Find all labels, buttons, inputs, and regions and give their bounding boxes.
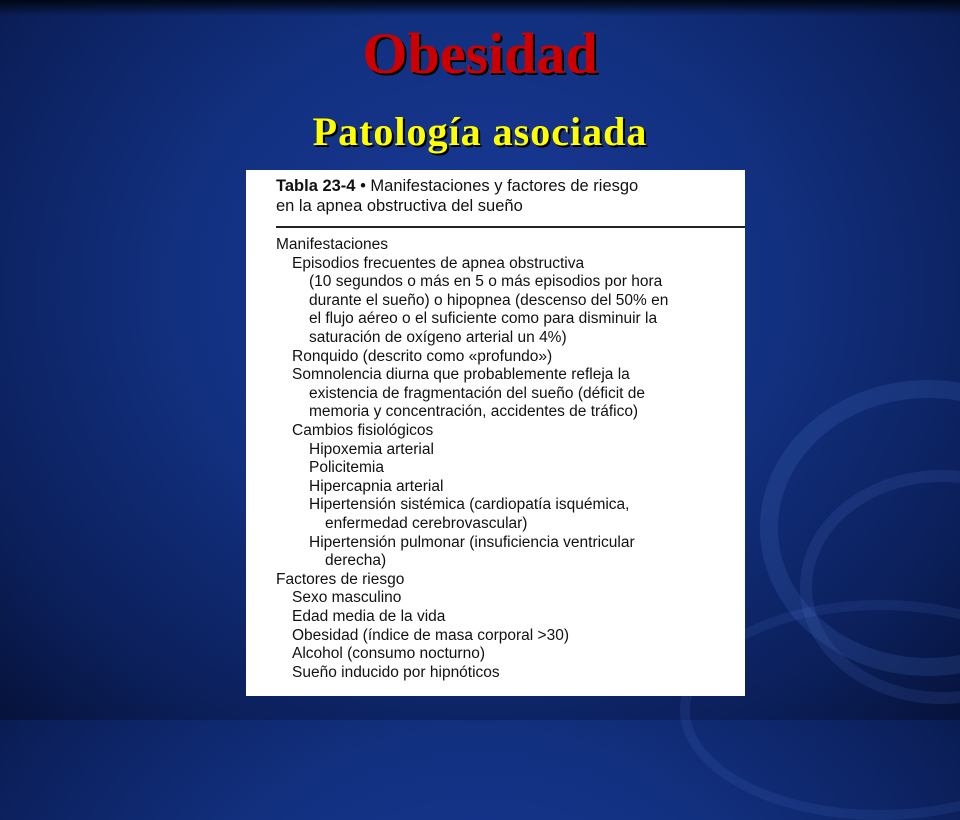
table-line: Edad media de la vida: [292, 608, 446, 625]
table-line: existencia de fragmentación del sueño (déficit de: [309, 384, 646, 402]
slide-top-band: [0, 0, 960, 16]
table-line: derecha): [325, 552, 387, 570]
table-line: Ronquido (descrito como «profundo»): [292, 347, 553, 365]
table-line: el flujo aéreo o el suficiente como para disminuir la: [309, 310, 658, 328]
table-line: Obesidad (índice de masa corporal >30): [292, 626, 570, 644]
table-line: Episodios frecuentes de apnea obstructiva: [292, 254, 585, 272]
table-line: (10 segundos o más en 5 o más episodios por hora: [309, 273, 663, 291]
table-line: Sueño inducido por hipnóticos: [292, 663, 500, 681]
table-line: Hipertensión pulmonar (insuficiencia ventricular: [309, 533, 635, 551]
table-line: Alcohol (consumo nocturno): [292, 645, 485, 663]
table-caption-line2: en la apnea obstructiva del sueño: [276, 197, 523, 215]
table-line: Policitemia: [309, 459, 384, 477]
table-label: Tabla 23-4: [276, 177, 356, 195]
table-line: Factores de riesgo: [276, 570, 405, 588]
table-caption: [276, 176, 736, 216]
table-line: Hipoxemia arterial: [309, 440, 434, 458]
table-line: memoria y concentración, accidentes de tráfico): [309, 403, 639, 421]
table-line: Hipertensión sistémica (cardiopatía isquémica,: [309, 496, 630, 514]
scanned-table-image: [246, 170, 745, 696]
caption-divider: [276, 226, 745, 228]
table-line: Cambios fisiológicos: [292, 422, 434, 439]
table-caption-line1: • Manifestaciones y factores de riesgo: [355, 177, 639, 195]
table-line: Somnolencia diurna que probablemente refleja la: [292, 366, 630, 384]
table-line: Sexo masculino: [292, 589, 402, 607]
table-line: durante el sueño) o hipopnea (descenso del 50% en: [309, 291, 669, 309]
slide-title: Obesidad: [362, 21, 598, 86]
table-line: saturación de oxígeno arterial un 4%): [309, 329, 567, 346]
table-line: enfermedad cerebrovascular): [325, 515, 528, 532]
table-line: Hipercapnia arterial: [309, 477, 444, 495]
slide-subtitle: Patología asociada: [312, 109, 648, 154]
table-line: Manifestaciones: [276, 236, 389, 253]
